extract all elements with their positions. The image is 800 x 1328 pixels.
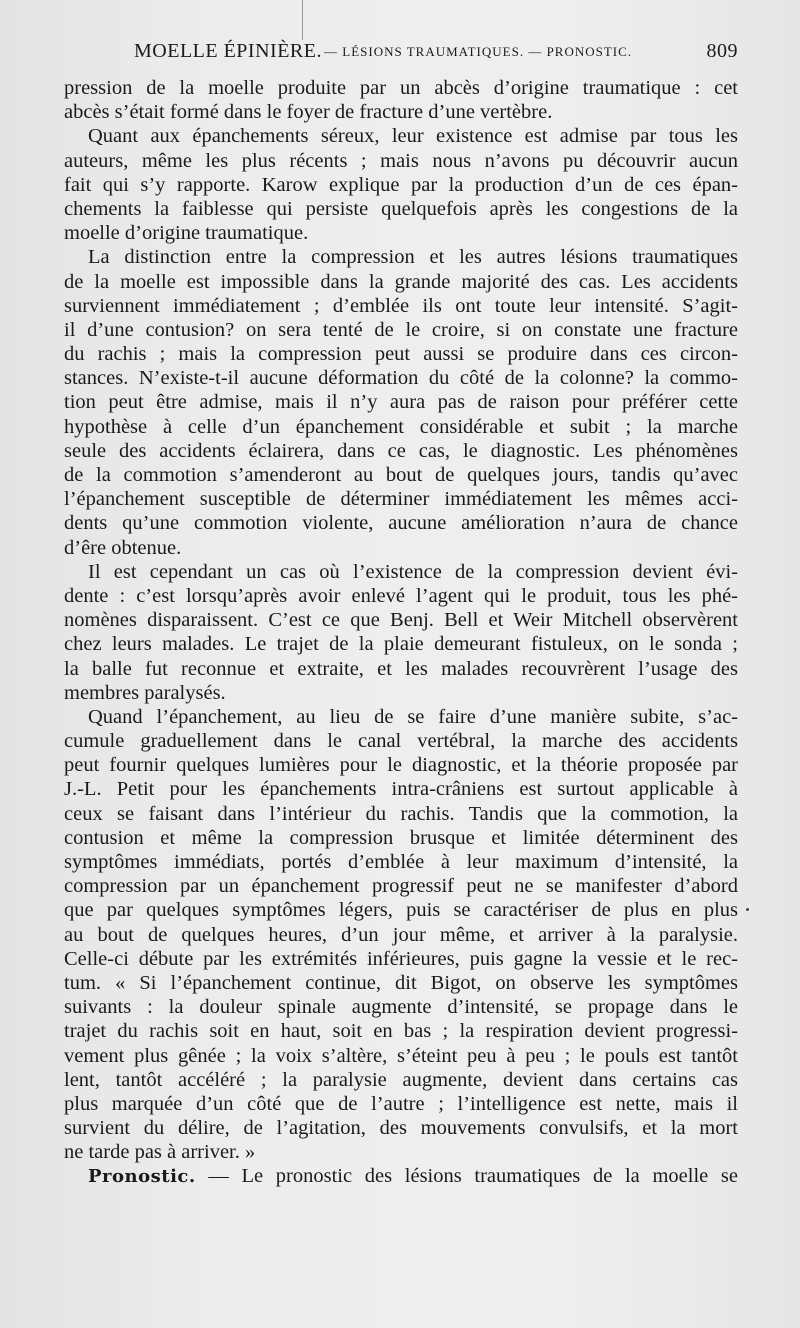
text-line: symptômes immédiats, portés d’emblée à leur maximum d’intensité, la [64,851,738,873]
margin-speck [746,908,749,911]
paragraph-start: Quant aux épanchements séreux, leur existence est admise par tous les [88,125,738,148]
text-line: peut fournir quelques lumières pour le diagnostic, et la théorie proposée par [64,754,738,777]
text-line: auteurs, même les plus récents ; mais nous n’avons pu découvrir aucun [64,149,738,172]
pronostic-paragraph [64,1164,738,1188]
body-text [64,76,738,1189]
running-head-subtitle: — LÉSIONS TRAUMATIQUES. — PRONOSTIC. [324,44,633,59]
text-line: ceux se faisant dans l’intérieur du rachis. Tandis que la commotion, la [64,802,738,825]
text-line: il d’une contusion? on sera tenté de le croire, si on constate une fracture [64,318,738,341]
text-line: trajet du rachis soit en haut, soit en bas ; la respiration devient progressi- [64,1020,738,1043]
text-line: au bout de quelques heures, d’un jour même, et arriver à la paralysie. [64,923,738,946]
text-line: chements la faiblesse qui persiste quelquefois après les congestions de la [64,197,738,220]
text-line: la balle fut reconnue et extraite, et les malades recouvrèrent l’usage des [64,657,738,680]
text-line: nomènes disparaissent. C’est ce que Benj. Bell et Weir Mitchell observèrent [64,609,738,632]
text-line: survient du délire, de l’agitation, des mouvements convulsifs, et la mort [64,1117,738,1140]
pronostic-text: — Le pronostic des lésions traumatiques de la moelle se [195,1165,738,1188]
text-line: ne tarde pas à arriver. » [64,1141,256,1164]
text-line: dents qu’une commotion violente, aucune amélioration n’aura de chance [64,512,738,535]
text-line: surviennent immédiatement ; d’emblée ils ont toute leur intensité. S’agit- [64,294,738,317]
text-line: stances. N’existe-t-il aucune déformation du côté de la colonne? la commo- [64,367,738,390]
paragraph-start: La distinction entre la compression et les autres lésions traumatiques [88,246,738,269]
pronostic-heading: Pronostic. [88,1166,196,1188]
text-line: suivants : la douleur spinale augmente d’intensité, se propage dans le [64,996,738,1019]
paragraph-start: Il est cependant un cas où l’existence de la compression devient évi- [88,560,738,583]
text-line: compression par un épanchement progressif peut ne se manifester d’abord [64,875,738,898]
text-line: d’êre obtenue. [64,536,182,559]
text-line: plus marquée d’un côté que de l’autre ; l’intelligence est nette, mais il [64,1092,738,1115]
text-line: pression de la moelle produite par un abcès d’origine traumatique : cet [64,77,738,99]
text-line: J.-L. Petit pour les épanchements intra-crâniens est surtout applicable à [64,778,738,801]
text-line: de la commotion s’amenderont au bout de quelques jours, tandis qu’avec [64,464,738,486]
running-head-title: MOELLE ÉPINIÈRE. [134,40,322,62]
text-line: membres paralysés. [64,681,226,704]
running-head [134,38,738,66]
page-number: 809 [706,40,738,62]
text-line: hypothèse à celle d’un épanchement considérable et subit ; la marche [64,415,738,438]
text-line: contusion et même la compression brusque et limitée déterminent des [64,826,738,849]
text-line: cumule graduellement dans le canal vertébral, la marche des accidents [64,730,738,753]
text-line: abcès s’était formé dans le foyer de fracture d’une vertèbre. [64,101,553,124]
text-line: Celle-ci débute par les extrémités inférieures, puis gagne la vessie et le rec- [64,947,738,970]
text-line: seule des accidents éclairera, dans ce cas, le diagnostic. Les phénomènes [64,439,738,462]
text-line: que par quelques symptômes légers, puis se caractériser de plus en plus [64,899,738,922]
text-line: moelle d’origine traumatique. [64,222,309,245]
text-line: dente : c’est lorsqu’après avoir enlevé l’agent qui le produit, tous les phé- [64,584,738,607]
text-line: chez leurs malades. Le trajet de la plaie demeurant fistuleux, on le sonda ; [64,633,738,656]
text-line: l’épanchement susceptible de déterminer immédiatement les mêmes acci- [64,488,738,511]
text-line: tum. « Si l’épanchement continue, dit Bigot, on observe les symptômes [64,971,738,994]
text-line: fait qui s’y rapporte. Karow explique par la production d’un de ces épan- [64,173,738,196]
gutter-shadow [302,0,303,40]
text-line: du rachis ; mais la compression peut aussi se produire dans ces circon- [64,343,738,366]
text-line: tion peut être admise, mais il n’y aura pas de raison pour préférer cette [64,391,738,414]
text-line: de la moelle est impossible dans la grande majorité des cas. Les accidents [64,270,738,293]
text-line: vement plus gênée ; la voix s’altère, s’éteint peu à peu ; le pouls est tantôt [64,1044,738,1067]
text-line: lent, tantôt accéléré ; la paralysie augmente, devient dans certains cas [64,1068,738,1091]
paragraph-start: Quand l’épanchement, au lieu de se faire d’une manière subite, s’ac- [88,705,738,728]
